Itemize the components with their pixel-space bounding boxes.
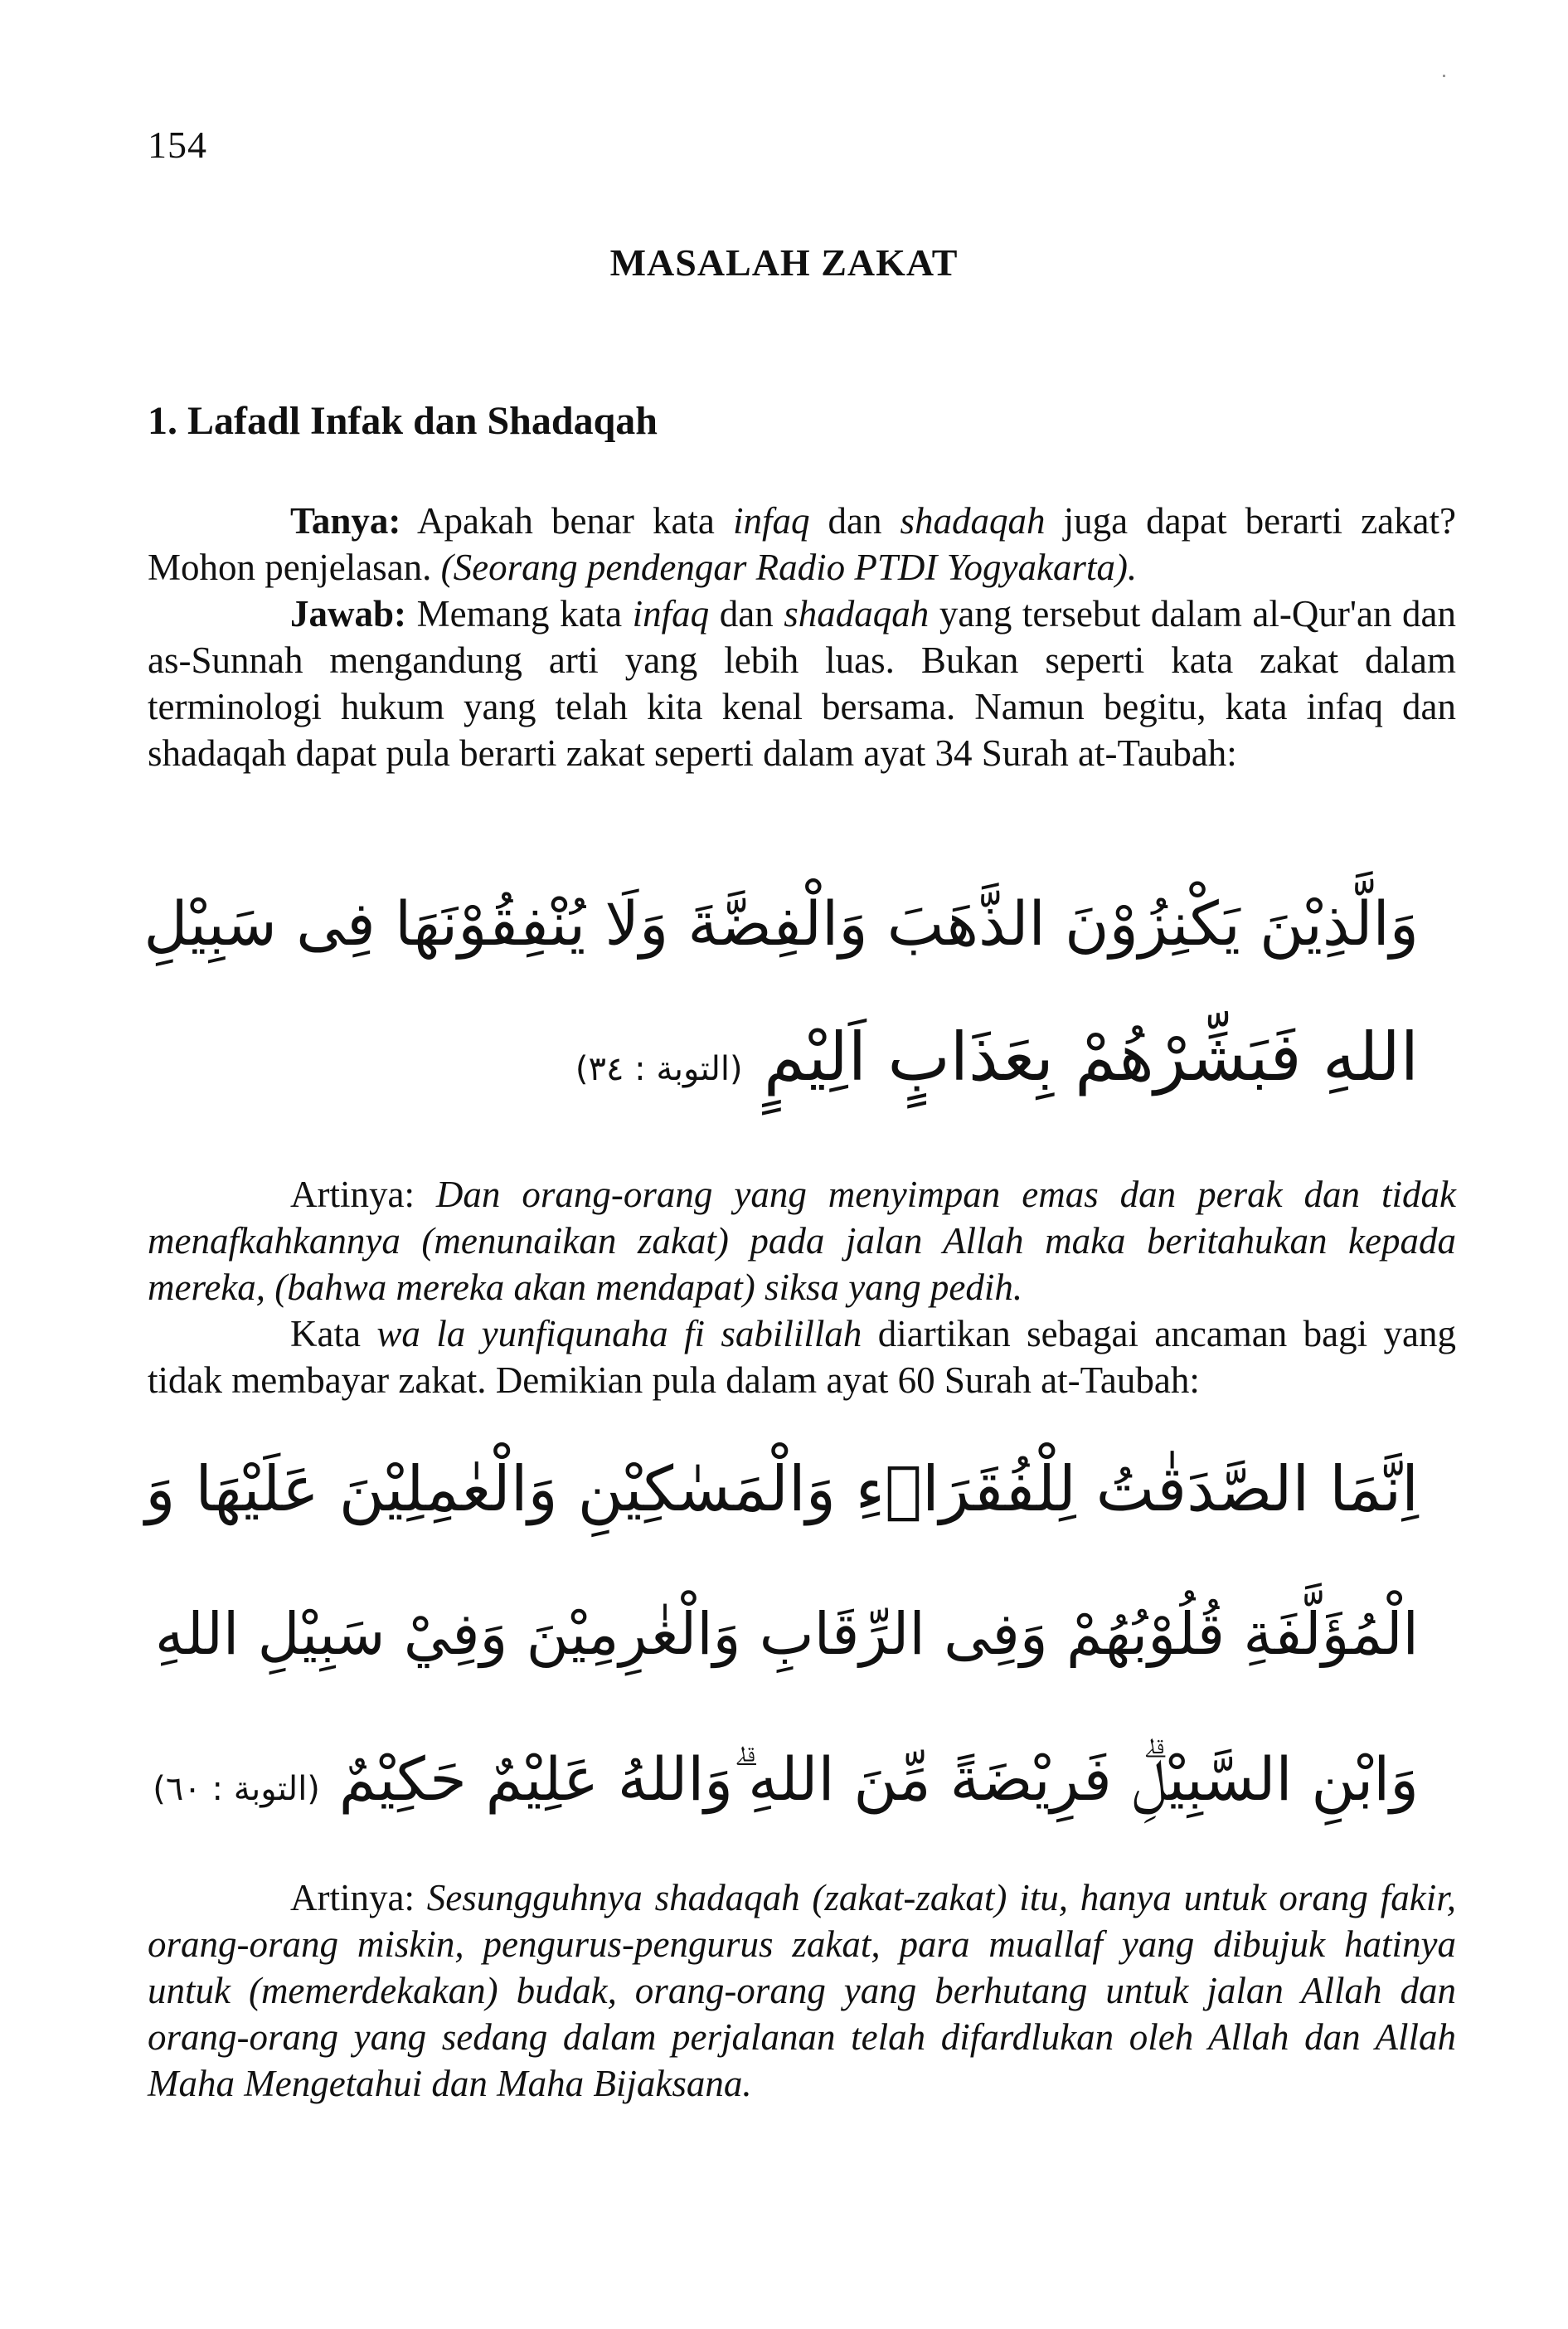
translation-2-label: Artinya: (290, 1877, 415, 1918)
translation-2-paragraph: Artinya: Sesungguhnya shadaqah (zakat-zakat) itu, hanya untuk orang fakir, orang-orang miskin, pengurus-pengurus zakat, para muallaf yang dibujuk hatinya untuk (memerdekakan) budak, orang-orang yang berhutang untuk jalan Allah dan orang-orang yang sedang dalam perjalanan telah difardlukan oleh Allah dan Allah Maha Mengetahui dan Maha Bijaksana. (148, 1877, 1456, 2104)
page-number: 154 (148, 124, 207, 166)
question-label: Tanya: (290, 500, 401, 542)
section-heading: 1. Lafadl Infak dan Shadaqah (148, 399, 658, 443)
translation-1-block (148, 1171, 1456, 1403)
verse-1-line-2: اللهِ فَبَشِّرْهُمْ بِعَذَابٍ اَلِيْمٍ (التوبة : ٣٤) (575, 1019, 1419, 1096)
chapter-title: MASALAH ZAKAT (609, 241, 959, 284)
question-source: (Seorang pendengar Radio PTDI Yogyakarta). (440, 547, 1138, 588)
verse-2-line-2: الْمُؤَلَّفَةِ قُلُوْبُهُمْ وَفِى الرِّقَابِ وَالْغٰرِمِيْنَ وَفِيْ سَبِيْلِ اللهِ (154, 1600, 1419, 1668)
verse-2-line-1: اِنَّمَا الصَّدَقٰتُ لِلْفُقَرَاۤءِ وَالْمَسٰكِيْنِ وَالْعٰمِلِيْنَ عَلَيْهَا وَ (145, 1452, 1419, 1525)
verse-1-line-1: وَالَّذِيْنَ يَكْنِزُوْنَ الذَّهَبَ وَالْفِضَّةَ وَلَا يُنْفِقُوْنَهَا فِى سَبِيْلِ (143, 889, 1419, 960)
question-paragraph: Tanya: Apakah benar kata infaq dan shadaqah juga dapat berarti zakat? Mohon penjelasan. (Seorang pendengar Radio PTDI Yogyakarta). (148, 500, 1456, 588)
answer-label: Jawab: (290, 593, 407, 635)
commentary-phrase: wa la yunfiqunaha fi sabilillah (376, 1313, 862, 1354)
answer-paragraph: Jawab: Memang kata infaq dan shadaqah yang tersebut dalam al-Qur'an dan as-Sunnah mengandung arti yang lebih luas. Bukan seperti kata zakat dalam terminologi hukum yang telah kita kenal bersama. Namun begitu, kata infaq dan shadaqah dapat pula berarti zakat seperti dalam ayat 34 Surah at-Taubah: (148, 593, 1456, 774)
qa-block (148, 498, 1456, 776)
verse-1-reference: (التوبة : ٣٤) (575, 1050, 743, 1088)
translation-1-paragraph: Artinya: Dan orang-orang yang menyimpan emas dan perak dan tidak menafkahkannya (menunaikan zakat) pada jalan Allah maka beritahukan kepada mereka, (bahwa mereka akan mendapat) siksa yang pedih. (148, 1174, 1456, 1308)
verse-2-line-3: وَابْنِ السَّبِيْلِۗ فَرِيْضَةً مِّنَ اللهِ ۗوَاللهُ عَلِيْمٌ حَكِيْمٌ (التوبة : ٦٠) (153, 1744, 1419, 1814)
verse-2-reference: (التوبة : ٦٠) (153, 1770, 320, 1808)
commentary-paragraph: Kata wa la yunfiqunaha fi sabilillah diartikan sebagai ancaman bagi yang tidak membayar zakat. Demikian pula dalam ayat 60 Surah at-Taubah: (148, 1313, 1456, 1401)
scan-speck (1443, 75, 1445, 77)
translation-2-block (148, 1874, 1456, 2107)
translation-1-label: Artinya: (290, 1174, 415, 1215)
